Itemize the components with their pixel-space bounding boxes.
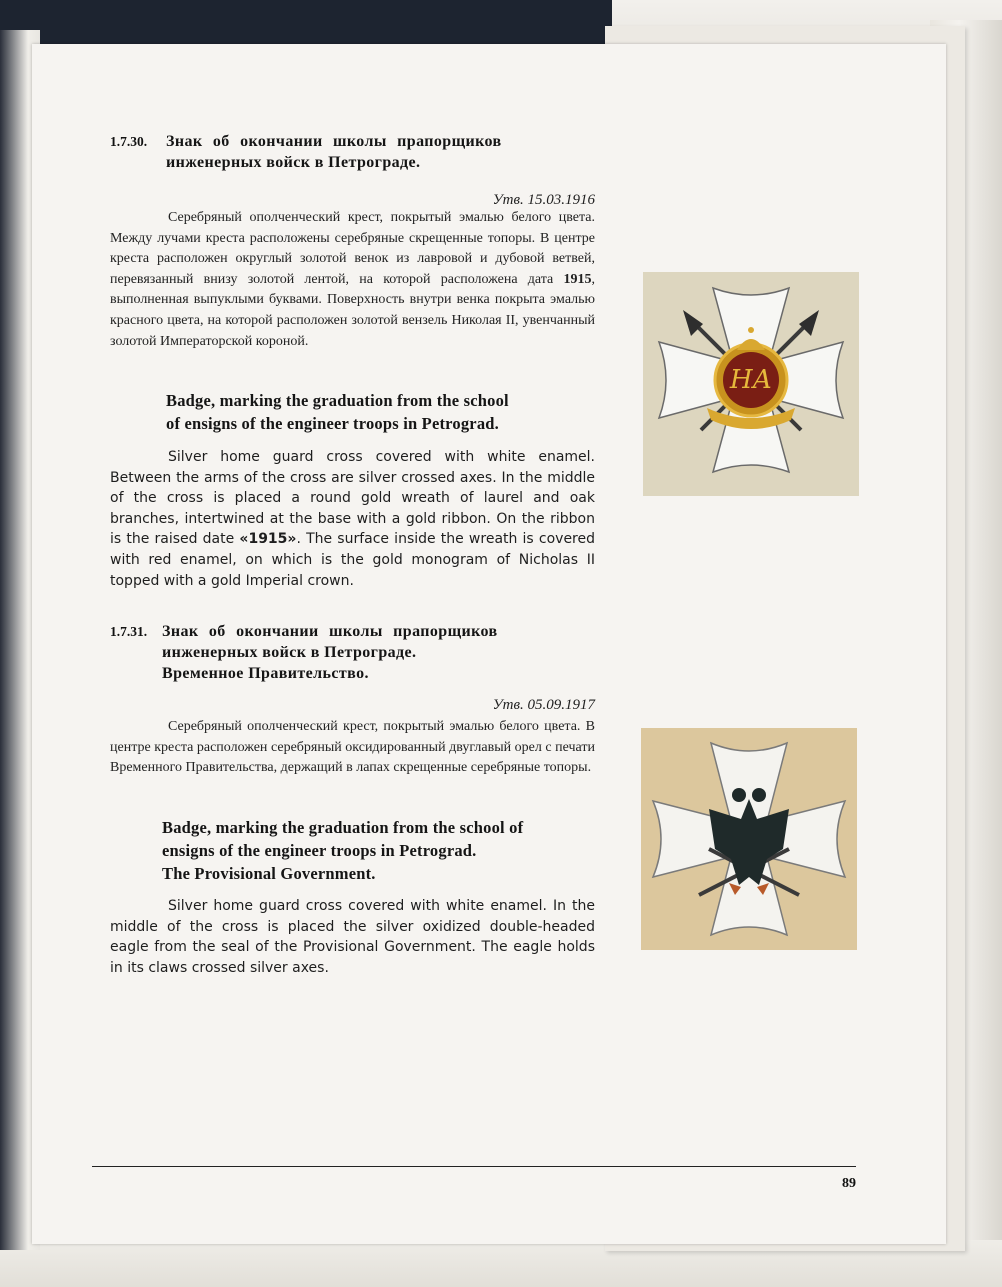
title-ru-line: Знак об окончании школы прапорщиков (162, 623, 498, 640)
title-en-line: Badge, marking the graduation from the school of (162, 818, 524, 837)
section-1-title-en (166, 389, 596, 435)
title-en-line: The Provisional Government. (162, 864, 376, 883)
page-number: 89 (842, 1176, 856, 1191)
title-en-line: ensigns of the engineer troops in Petrograd. (162, 841, 477, 860)
title-en-line: of ensigns of the engineer troops in Petrograd. (166, 414, 499, 433)
title-ru-line: Временное Правительство. (162, 665, 369, 682)
book-cover-strip (0, 0, 612, 46)
title-en-line: Badge, marking the graduation from the school (166, 391, 509, 410)
section-2-text-ru: Серебряный ополченческий крест, покрытый эмалью белого цвета. В центре креста расположен серебряный оксидированный двуглавый орел с печати Временного Правительства, держащий в лапах скрещенные серебряные топоры. (110, 719, 595, 776)
section-number-2: 1.7.31. (110, 624, 148, 639)
section-1-approval-date: Утв. 15.03.1916 (492, 192, 595, 208)
section-1-text-en (110, 447, 595, 591)
section-2-title-ru (162, 621, 596, 684)
text-ru-part: , выполненная выпуклыми буквами. Поверхность внутри венка покрыта эмалью красного цвета, на которой расположен золотой вензель Николая II, увенчанный золотой Императорской короной. (110, 271, 595, 349)
text-ru-part: Серебряный ополченческий крест, покрытый эмалью белого цвета. Между лучами креста расположены серебряные скрещенные топоры. В центре креста расположен округлый золотой венок из лавровой и дубовой ветвей, перевязанный внизу золотой лентой, на которой расположена дата (110, 210, 595, 287)
text-en-part: . The surface inside the wreath is covered with red enamel, on which is the gold monogram of Nicholas II topped with a gold Imperial crown. (110, 531, 595, 589)
date-bold: 1915 (563, 271, 592, 287)
badge-photo-2 (641, 728, 857, 950)
svg-text:НА: НА (729, 365, 773, 395)
badge-1-image (643, 272, 859, 496)
badge-2-image (641, 728, 857, 950)
section-2-text-en: Silver home guard cross covered with white enamel. In the middle of the cross is placed the silver oxidized double-headed eagle from the seal of the Provisional Government. The eagle holds in its claws crossed silver axes. (110, 898, 595, 976)
title-ru-line: инженерных войск в Петрограде. (166, 154, 421, 171)
section-1-text-ru (110, 208, 595, 352)
section-2-title-en (162, 816, 596, 885)
title-ru-line: Знак об окончании школы прапорщиков (166, 133, 502, 150)
section-number-1: 1.7.30. (110, 134, 148, 149)
footer-rule (92, 1166, 856, 1167)
title-ru-line: инженерных войск в Петрограде. (162, 644, 417, 661)
section-1-title-ru (166, 131, 596, 173)
section-2-approval-date: Утв. 05.09.1917 (492, 697, 595, 713)
text-en-part: Silver home guard cross covered with white enamel. Between the arms of the cross are silver crossed axes. In the middle of the cross is placed a round gold wreath of laurel and oak branches, intertwined at the base with a gold ribbon. On the ribbon is the raised date (110, 449, 595, 548)
badge-photo-1 (643, 272, 859, 496)
date-bold: «1915» (239, 531, 297, 548)
